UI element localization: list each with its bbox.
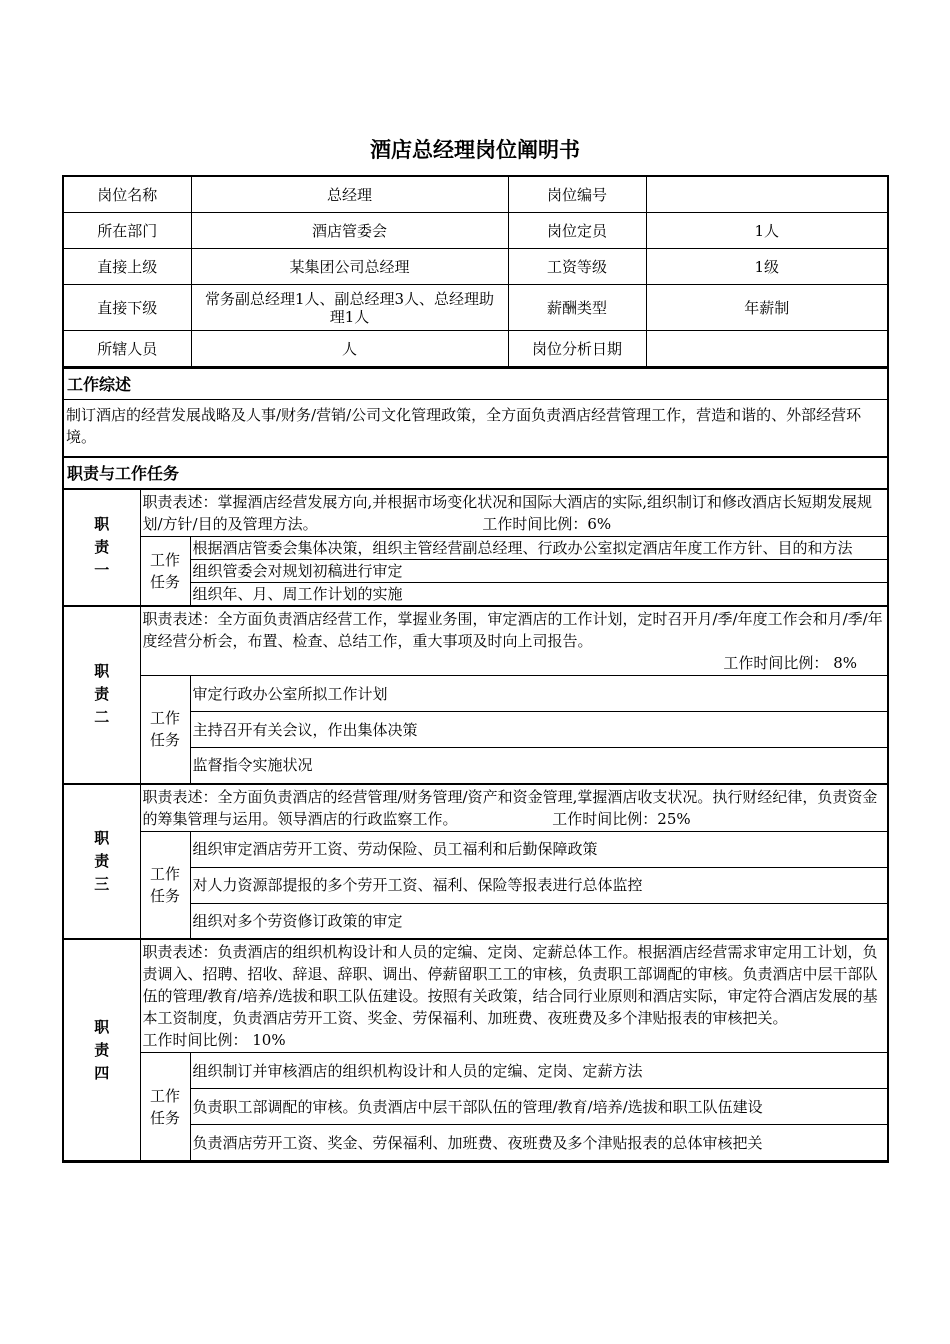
info-row [64,285,887,331]
duty-description-text: 职责表述：全方面负责酒店的经营管理/财务管理/资产和资金管理,掌握酒店收支状况。执行财经纪律，负责资金的筹集管理与运用。领导酒店的行政监察工作。 [142,787,878,828]
duties-table [64,488,887,1161]
info-label: 岗位名称 [64,177,191,213]
task-label: 工作 任务 [140,1053,190,1161]
task-label: 工作 任务 [140,676,190,784]
task-item: 组织对多个劳资修订政策的审定 [190,903,887,939]
info-value: 酒店管委会 [191,213,508,249]
info-label: 岗位定员 [508,213,646,249]
work-time-ratio: 工作时间比例：6% [482,515,612,533]
info-label: 所在部门 [64,213,191,249]
task-item: 监督指令实施状况 [190,748,887,784]
task-item: 负责职工部调配的审核。负责酒店中层干部队伍的管理/教育/培养/选拔和职工队伍建设 [190,1089,887,1125]
duty-description-text: 职责表述：掌握酒店经营发展方向,并根据市场变化状况和国际大酒店的实际,组织制订和修改酒店长短期发展规划/方针/目的及管理方法。 [142,493,873,533]
task-item: 组织审定酒店劳开工资、劳动保险、员工福利和后勤保障政策 [190,831,887,867]
task-item: 主持召开有关会议，作出集体决策 [190,712,887,748]
page-title: 酒店总经理岗位阐明书 [370,138,580,162]
info-label: 直接上级 [64,249,191,285]
info-value: 某集团公司总经理 [191,249,508,285]
overview-heading: 工作综述 [64,367,887,399]
info-value: 常务副总经理1人、副总经理3人、总经理助理1人 [191,285,508,331]
duty-description [140,606,887,676]
task-label: 工作 任务 [140,831,190,939]
job-description-form [62,175,889,1163]
duties-heading: 职责与工作任务 [64,456,887,488]
duty-label: 职 责 一 [64,489,140,606]
info-row [64,331,887,367]
work-time-ratio: 工作时间比例： 8% [723,654,857,672]
info-value: 总经理 [191,177,508,213]
work-time-ratio: 工作时间比例：25% [552,809,691,828]
task-row [64,537,887,560]
info-label: 工资等级 [508,249,646,285]
work-time-ratio: 工作时间比例： 10% [142,1031,286,1049]
info-value: 1人 [646,213,887,249]
info-value: 人 [191,331,508,367]
task-item: 审定行政办公室所拟工作计划 [190,676,887,712]
task-row [64,1053,887,1089]
task-item: 组织管委会对规划初稿进行审定 [190,560,887,583]
task-label: 工作 任务 [140,537,190,607]
info-value [646,177,887,213]
info-row [64,177,887,213]
task-row [64,676,887,712]
task-row [64,831,887,867]
task-item: 组织年、月、周工作计划的实施 [190,583,887,607]
info-label: 直接下级 [64,285,191,331]
duty-description-row [64,939,887,1053]
info-label: 所辖人员 [64,331,191,367]
info-label: 岗位编号 [508,177,646,213]
duty-label: 职 责 三 [64,784,140,940]
info-row [64,249,887,285]
duty-label: 职 责 二 [64,606,140,784]
info-value: 1级 [646,249,887,285]
basic-info-table [64,177,887,367]
info-value: 年薪制 [646,285,887,331]
task-item: 组织制订并审核酒店的组织机构设计和人员的定编、定岗、定薪方法 [190,1053,887,1089]
duty-description-text: 职责表述：全方面负责酒店经营工作，掌握业务围，审定酒店的工作计划，定时召开月/季/年度工作会和月/季/年度经营分析会，布置、检查、总结工作，重大事项及时向上司报告。 [142,610,883,650]
info-label: 岗位分析日期 [508,331,646,367]
task-item: 负责酒店劳开工资、奖金、劳保福利、加班费、夜班费及多个津贴报表的总体审核把关 [190,1125,887,1161]
info-label: 薪酬类型 [508,285,646,331]
duty-description-text: 职责表述：负责酒店的组织机构设计和人员的定编、定岗、定薪总体工作。根据酒店经营需求审定用工计划，负责调入、招聘、招收、辞退、辞职、调出、停薪留职工工的审核，负责职工部调配的审核。负责酒店中层干部队伍的管理/教育/培养/选拔和职工队伍建设。按照有关政策，结合同行业原则和酒店实际，审定符合酒店发展的基本工资制度，负责酒店劳开工资、奖金、劳保福利、加班费、夜班费及多个津贴报表的审核把关。 [142,943,878,1027]
duty-description [140,784,887,832]
duty-description-row [64,606,887,676]
duty-description [140,939,887,1053]
overview-text: 制订酒店的经营发展战略及人事/财务/营销/公司文化管理政策，全方面负责酒店经营管理工作，营造和谐的、外部经营环境。 [64,399,887,456]
task-item: 对人力资源部提报的多个劳开工资、福利、保险等报表进行总体监控 [190,867,887,903]
info-row [64,213,887,249]
duty-description-row [64,784,887,832]
duty-description [140,489,887,537]
duty-label: 职 责 四 [64,939,140,1161]
info-value [646,331,887,367]
duty-description-row [64,489,887,537]
task-item: 根据酒店管委会集体决策，组织主管经营副总经理、行政办公室拟定酒店年度工作方针、目的和方法 [190,537,887,560]
